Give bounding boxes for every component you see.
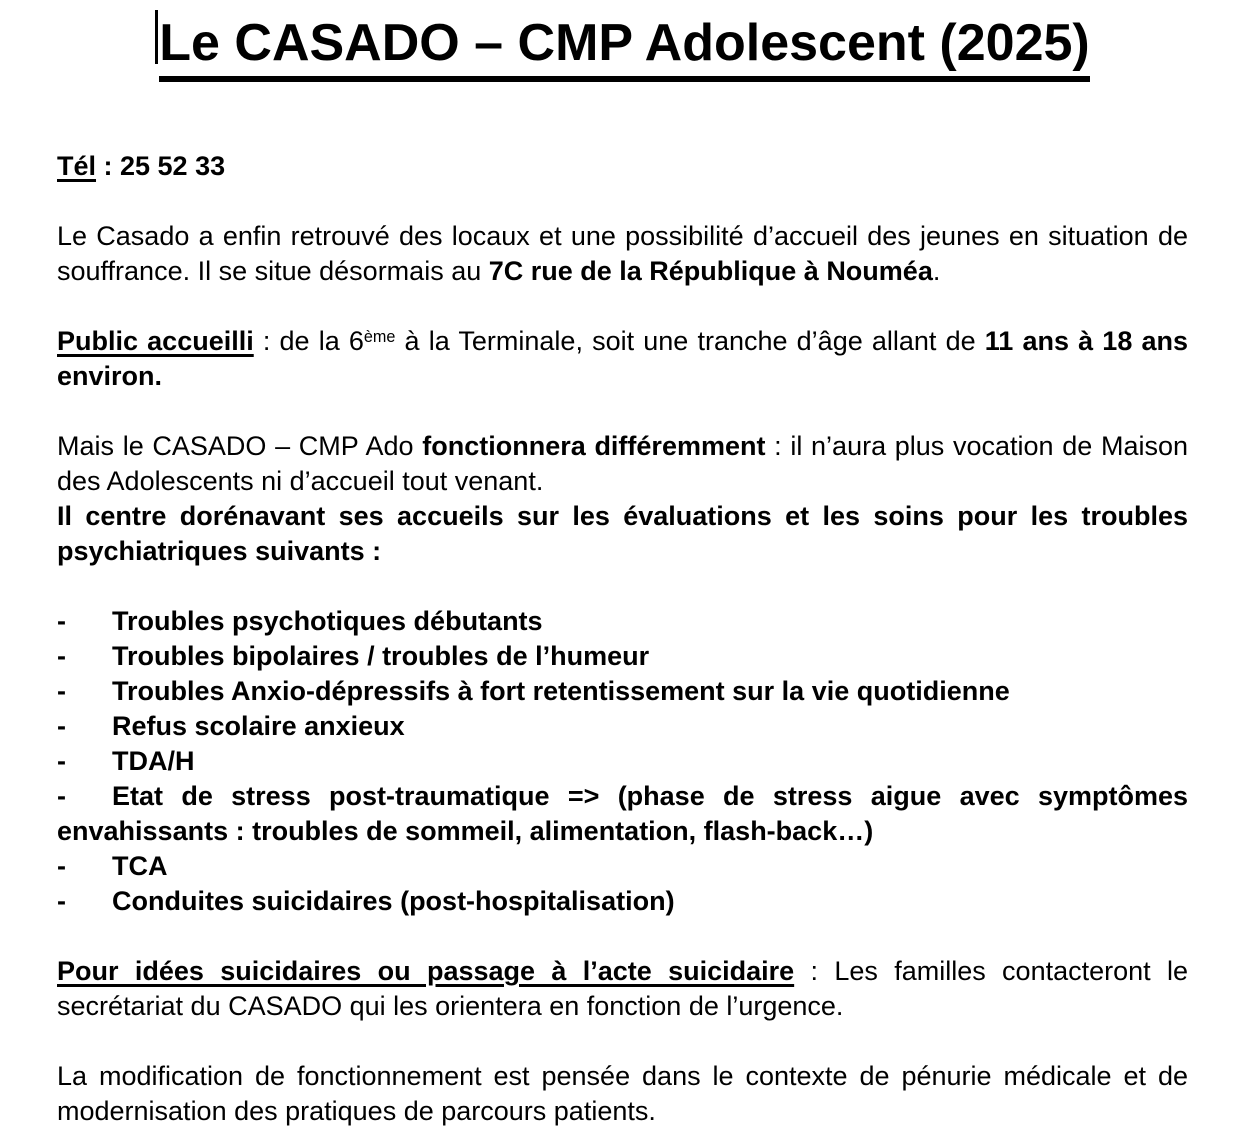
intro-period: . [932, 256, 941, 286]
document-title: Le CASADO – CMP Adolescent (2025) [159, 11, 1089, 82]
list-item [57, 744, 1188, 779]
dash-bullet: - [57, 606, 66, 636]
document-title-line [57, 10, 1188, 83]
dash-bullet: - [57, 676, 66, 706]
address-bold: 7C rue de la République à Nouméa [488, 256, 933, 286]
phone-number: : 25 52 33 [96, 151, 226, 181]
list-item [57, 779, 1188, 849]
change-paragraph [57, 429, 1188, 569]
disorders-list [57, 604, 1188, 919]
change-emphasis-lines: Il centre dorénavant ses accueils sur les évaluations et les soins pour les troubles psychiatriques suivants : [57, 501, 1188, 566]
text-cursor [155, 10, 158, 64]
list-item-text: TCA [112, 851, 168, 881]
intro-text: Le Casado a enfin retrouvé des locaux et une possibilité d’accueil des jeunes en situation de souffrance. Il se situe désormais au [57, 221, 1188, 286]
list-item-text: Refus scolaire anxieux [112, 711, 405, 741]
dash-bullet: - [57, 711, 66, 741]
list-item-text: Troubles bipolaires / troubles de l’humeur [112, 641, 650, 671]
change-bold: fonctionnera différemment [422, 431, 766, 461]
public-label: Public accueilli [57, 326, 254, 356]
change-mid: : il n’aura plus vocation de Maison des Adolescents ni d’accueil tout venant. [57, 431, 1189, 496]
phone-line [57, 149, 1188, 184]
list-item [57, 604, 1188, 639]
emergency-label: Pour idées suicidaires ou passage à l’acte suicidaire [57, 956, 795, 986]
list-item [57, 639, 1188, 674]
public-mid: à la Terminale, soit une tranche d’âge allant de [395, 326, 985, 356]
emergency-text: : Les familles contacteront le secrétariat du CASADO qui les orientera en fonction de l’urgence. [57, 956, 1188, 1021]
list-item-text: Troubles psychotiques débutants [112, 606, 543, 636]
list-item-text: Etat de stress post-traumatique => (phase de stress aigue avec symptômes envahissants : troubles de sommeil, alimentation, flash-back…) [57, 781, 1188, 846]
public-paragraph [57, 324, 1188, 394]
dash-bullet: - [57, 886, 66, 916]
list-item [57, 709, 1188, 744]
intro-paragraph [57, 219, 1188, 289]
change-intro-lines [57, 429, 1188, 499]
list-item [57, 849, 1188, 884]
dash-bullet: - [57, 641, 66, 671]
ordinal-superscript: ème [363, 327, 396, 346]
list-item-text: Troubles Anxio-dépressifs à fort retentissement sur la vie quotidienne [112, 676, 1010, 706]
closing-paragraph: La modification de fonctionnement est pensée dans le contexte de pénurie médicale et de modernisation des pratiques de parcours patients. [57, 1061, 1188, 1126]
list-item-text: Conduites suicidaires (post-hospitalisation) [112, 886, 675, 916]
emergency-paragraph [57, 954, 1188, 1024]
list-item [57, 884, 1188, 919]
public-sep: : de la 6 [253, 326, 364, 356]
list-item-text: TDA/H [112, 746, 195, 776]
age-range-bold: 11 ans à 18 ans environ. [57, 326, 1189, 391]
dash-bullet: - [57, 746, 66, 776]
list-item [57, 674, 1188, 709]
change-start: Mais le CASADO – CMP Ado [57, 431, 423, 461]
phone-label: Tél [57, 151, 97, 181]
dash-bullet: - [57, 781, 66, 811]
dash-bullet: - [57, 851, 66, 881]
